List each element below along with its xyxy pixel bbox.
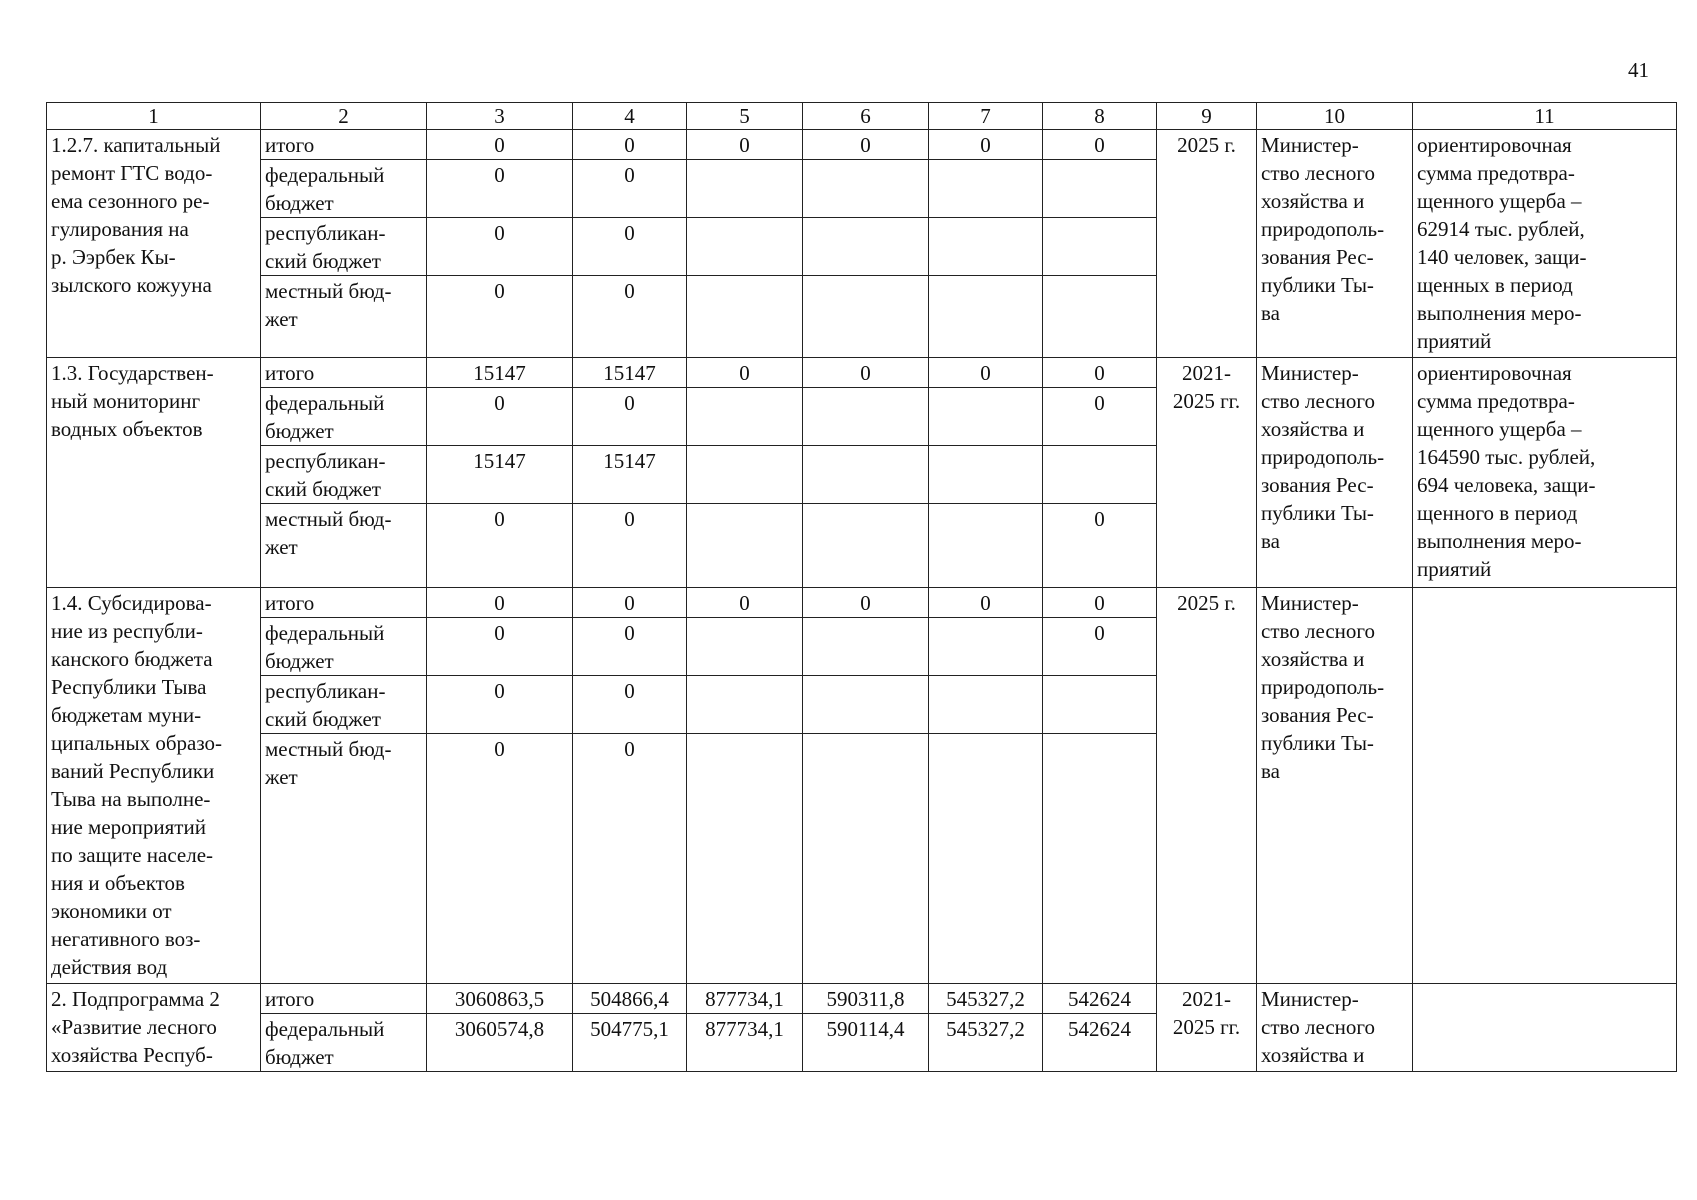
empty-cell bbox=[687, 734, 803, 984]
cell-value: 545327,2 bbox=[929, 984, 1043, 1014]
cell-value: 0 bbox=[427, 218, 573, 276]
empty-cell bbox=[929, 388, 1043, 446]
cell-value: 504775,1 bbox=[573, 1014, 687, 1072]
cell-value: 0 bbox=[427, 588, 573, 618]
column-number-row bbox=[47, 103, 1677, 130]
measure-name: 1.3. Государствен- ный мониторинг водных объектов bbox=[47, 358, 261, 588]
cell-value: 0 bbox=[803, 130, 929, 160]
table-row bbox=[47, 358, 1677, 388]
years-cell: 2025 г. bbox=[1157, 130, 1257, 358]
budget-label-local: местный бюд- жет bbox=[261, 734, 427, 984]
cell-value: 542624 bbox=[1043, 984, 1157, 1014]
empty-cell bbox=[687, 618, 803, 676]
empty-cell bbox=[803, 446, 929, 504]
cell-value: 0 bbox=[573, 588, 687, 618]
budget-label-federal: федеральный бюджет bbox=[261, 160, 427, 218]
empty-cell bbox=[687, 676, 803, 734]
executor-cell: Министер- ство лесного хозяйства и природополь- зования Рес- публики Ты- ва bbox=[1257, 588, 1413, 984]
empty-cell bbox=[1043, 734, 1157, 984]
cell-value: 545327,2 bbox=[929, 1014, 1043, 1072]
cell-value: 0 bbox=[803, 588, 929, 618]
budget-label-local: местный бюд- жет bbox=[261, 504, 427, 588]
cell-value: 877734,1 bbox=[687, 1014, 803, 1072]
empty-cell bbox=[687, 446, 803, 504]
empty-cell bbox=[803, 676, 929, 734]
empty-cell bbox=[687, 160, 803, 218]
cell-value: 0 bbox=[687, 588, 803, 618]
cell-value: 3060574,8 bbox=[427, 1014, 573, 1072]
budget-label-federal: федеральный бюджет bbox=[261, 1014, 427, 1072]
cell-value: 15147 bbox=[427, 358, 573, 388]
cell-value: 0 bbox=[929, 358, 1043, 388]
cell-value: 542624 bbox=[1043, 1014, 1157, 1072]
budget-label-federal: федеральный бюджет bbox=[261, 388, 427, 446]
cell-value: 0 bbox=[573, 734, 687, 984]
table-row bbox=[47, 130, 1677, 160]
cell-value: 15147 bbox=[427, 446, 573, 504]
empty-cell bbox=[929, 276, 1043, 358]
empty-cell bbox=[929, 618, 1043, 676]
measure-name: 2. Подпрограмма 2 «Развитие лесного хозяйства Респуб- bbox=[47, 984, 261, 1072]
cell-value: 0 bbox=[687, 358, 803, 388]
result-cell bbox=[1413, 588, 1677, 984]
cell-value: 0 bbox=[573, 504, 687, 588]
column-number: 11 bbox=[1413, 103, 1677, 130]
empty-cell bbox=[803, 734, 929, 984]
measure-name: 1.2.7. капитальный ремонт ГТС водо- ема сезонного ре- гулирования на р. Ээрбек Кы- зылского кожууна bbox=[47, 130, 261, 358]
cell-value: 0 bbox=[427, 130, 573, 160]
cell-value: 0 bbox=[573, 388, 687, 446]
page-number: 41 bbox=[1628, 58, 1649, 82]
cell-value: 0 bbox=[573, 160, 687, 218]
cell-value: 504866,4 bbox=[573, 984, 687, 1014]
cell-value: 0 bbox=[573, 676, 687, 734]
result-cell: ориентировочная сумма предотвра- щенного ущерба – 164590 тыс. рублей, 694 человека, защи- щенного в период выполнения меро- приятий bbox=[1413, 358, 1677, 588]
cell-value: 0 bbox=[929, 588, 1043, 618]
column-number: 5 bbox=[687, 103, 803, 130]
column-number: 2 bbox=[261, 103, 427, 130]
empty-cell bbox=[929, 504, 1043, 588]
empty-cell bbox=[687, 276, 803, 358]
cell-value: 0 bbox=[803, 358, 929, 388]
budget-label-total: итого bbox=[261, 130, 427, 160]
budget-label-republican: республикан- ский бюджет bbox=[261, 446, 427, 504]
column-number: 6 bbox=[803, 103, 929, 130]
budget-label-total: итого bbox=[261, 588, 427, 618]
cell-value: 0 bbox=[427, 618, 573, 676]
column-number: 7 bbox=[929, 103, 1043, 130]
cell-value: 0 bbox=[427, 276, 573, 358]
cell-value: 0 bbox=[1043, 358, 1157, 388]
empty-cell bbox=[803, 504, 929, 588]
cell-value: 0 bbox=[1043, 618, 1157, 676]
cell-value: 0 bbox=[573, 276, 687, 358]
empty-cell bbox=[687, 388, 803, 446]
empty-cell bbox=[1043, 218, 1157, 276]
empty-cell bbox=[803, 618, 929, 676]
empty-cell bbox=[1043, 160, 1157, 218]
empty-cell bbox=[803, 218, 929, 276]
cell-value: 0 bbox=[1043, 130, 1157, 160]
cell-value: 0 bbox=[427, 160, 573, 218]
cell-value: 877734,1 bbox=[687, 984, 803, 1014]
cell-value: 0 bbox=[1043, 504, 1157, 588]
budget-table bbox=[46, 102, 1677, 1072]
years-cell: 2021- 2025 гг. bbox=[1157, 358, 1257, 588]
cell-value: 0 bbox=[427, 676, 573, 734]
cell-value: 0 bbox=[427, 388, 573, 446]
budget-label-republican: республикан- ский бюджет bbox=[261, 218, 427, 276]
budget-label-total: итого bbox=[261, 358, 427, 388]
budget-label-federal: федеральный бюджет bbox=[261, 618, 427, 676]
cell-value: 0 bbox=[427, 734, 573, 984]
cell-value: 3060863,5 bbox=[427, 984, 573, 1014]
cell-value: 0 bbox=[929, 130, 1043, 160]
empty-cell bbox=[687, 218, 803, 276]
empty-cell bbox=[929, 160, 1043, 218]
empty-cell bbox=[929, 218, 1043, 276]
table-row bbox=[47, 984, 1677, 1014]
budget-label-total: итого bbox=[261, 984, 427, 1014]
column-number: 8 bbox=[1043, 103, 1157, 130]
result-cell bbox=[1413, 984, 1677, 1072]
table-row bbox=[47, 588, 1677, 618]
cell-value: 0 bbox=[573, 218, 687, 276]
empty-cell bbox=[803, 388, 929, 446]
budget-label-local: местный бюд- жет bbox=[261, 276, 427, 358]
years-cell: 2025 г. bbox=[1157, 588, 1257, 984]
cell-value: 15147 bbox=[573, 358, 687, 388]
empty-cell bbox=[929, 446, 1043, 504]
executor-cell: Министер- ство лесного хозяйства и природополь- зования Рес- публики Ты- ва bbox=[1257, 358, 1413, 588]
column-number: 3 bbox=[427, 103, 573, 130]
cell-value: 0 bbox=[687, 130, 803, 160]
column-number: 9 bbox=[1157, 103, 1257, 130]
column-number: 4 bbox=[573, 103, 687, 130]
cell-value: 0 bbox=[1043, 588, 1157, 618]
empty-cell bbox=[1043, 676, 1157, 734]
column-number: 1 bbox=[47, 103, 261, 130]
empty-cell bbox=[687, 504, 803, 588]
empty-cell bbox=[1043, 276, 1157, 358]
empty-cell bbox=[929, 734, 1043, 984]
cell-value: 15147 bbox=[573, 446, 687, 504]
years-cell: 2021- 2025 гг. bbox=[1157, 984, 1257, 1072]
empty-cell bbox=[803, 160, 929, 218]
empty-cell bbox=[1043, 446, 1157, 504]
cell-value: 590114,4 bbox=[803, 1014, 929, 1072]
empty-cell bbox=[803, 276, 929, 358]
measure-name: 1.4. Субсидирова- ние из республи- канского бюджета Республики Тыва бюджетам муни- ципальных образо- ваний Республики Тыва на выполне- ние мероприятий по защите населе- ния и объектов экономики от негативного воз- действия вод bbox=[47, 588, 261, 984]
cell-value: 0 bbox=[573, 618, 687, 676]
column-number: 10 bbox=[1257, 103, 1413, 130]
executor-cell: Министер- ство лесного хозяйства и bbox=[1257, 984, 1413, 1072]
result-cell: ориентировочная сумма предотвра- щенного ущерба – 62914 тыс. рублей, 140 человек, защи- щенных в период выполнения меро- приятий bbox=[1413, 130, 1677, 358]
cell-value: 0 bbox=[427, 504, 573, 588]
cell-value: 0 bbox=[573, 130, 687, 160]
executor-cell: Министер- ство лесного хозяйства и природополь- зования Рес- публики Ты- ва bbox=[1257, 130, 1413, 358]
cell-value: 0 bbox=[1043, 388, 1157, 446]
empty-cell bbox=[929, 676, 1043, 734]
budget-label-republican: республикан- ский бюджет bbox=[261, 676, 427, 734]
cell-value: 590311,8 bbox=[803, 984, 929, 1014]
